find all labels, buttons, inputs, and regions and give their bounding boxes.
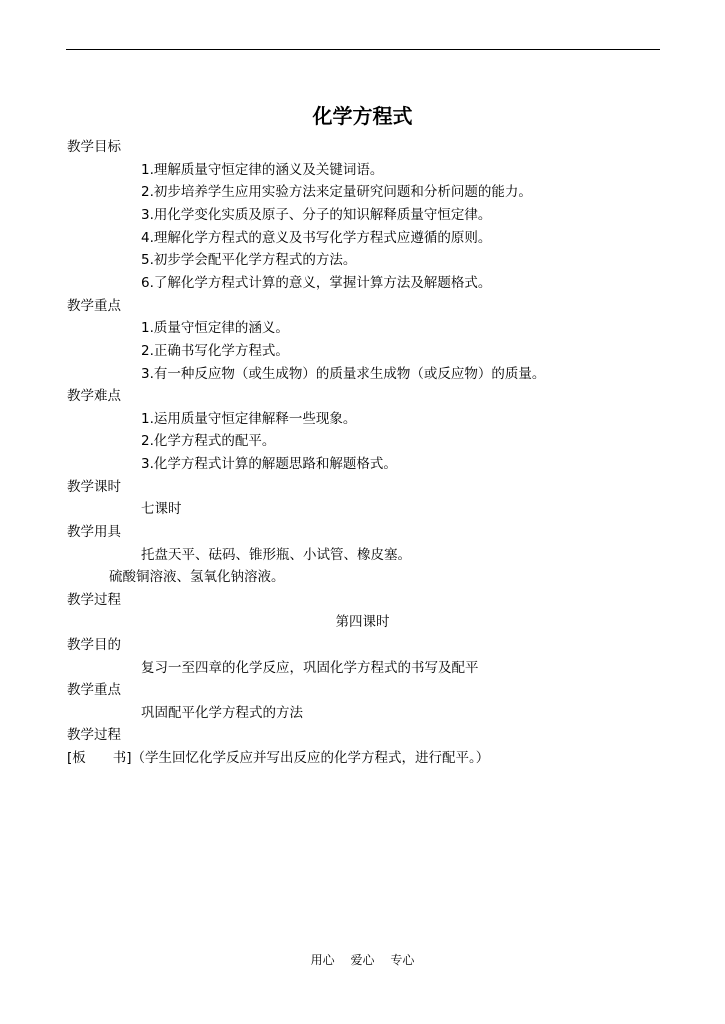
hours-value: 七课时 — [141, 501, 182, 517]
footer-word: 专心 — [390, 953, 415, 967]
goal-item: 4.理解化学方程式的意义及书写化学方程式应遵循的原则。 — [141, 230, 492, 246]
key-point-item: 2.正确书写化学方程式。 — [141, 343, 289, 359]
lesson-title: 第四课时 — [335, 614, 390, 630]
section-heading-lesson-key: 教学重点 — [67, 682, 121, 698]
goal-item: 1.理解质量守恒定律的涵义及关键词语。 — [141, 162, 384, 178]
tools-line: 硫酸铜溶液、氢氧化钠溶液。 — [109, 569, 285, 585]
board-note: [板 书]（学生回忆化学反应并写出反应的化学方程式，进行配平。） — [67, 750, 490, 766]
section-heading-key-points: 教学重点 — [67, 298, 121, 314]
tools-line: 托盘天平、砝码、锥形瓶、小试管、橡皮塞。 — [141, 547, 411, 563]
key-point-item: 1.质量守恒定律的涵义。 — [141, 320, 289, 336]
goal-item: 2.初步培养学生应用实验方法来定量研究问题和分析问题的能力。 — [141, 184, 532, 200]
key-point-item: 3.有一种反应物（或生成物）的质量求生成物（或反应物）的质量。 — [141, 366, 546, 382]
section-heading-difficulties: 教学难点 — [67, 388, 121, 404]
section-heading-tools: 教学用具 — [67, 524, 121, 540]
page-footer — [0, 951, 725, 968]
difficulty-item: 1.运用质量守恒定律解释一些现象。 — [141, 411, 357, 427]
document-title: 化学方程式 — [312, 104, 413, 128]
section-heading-process: 教学过程 — [67, 592, 121, 608]
section-heading-hours: 教学课时 — [67, 479, 121, 495]
lesson-key-value: 巩固配平化学方程式的方法 — [141, 705, 303, 721]
difficulty-item: 2.化学方程式的配平。 — [141, 433, 276, 449]
lesson-goal-value: 复习一至四章的化学反应，巩固化学方程式的书写及配平 — [141, 660, 479, 676]
footer-word: 用心 — [310, 953, 335, 967]
section-heading-lesson-goal: 教学目的 — [67, 637, 121, 653]
goal-item: 6.了解化学方程式计算的意义，掌握计算方法及解题格式。 — [141, 275, 492, 291]
goal-item: 5.初步学会配平化学方程式的方法。 — [141, 252, 357, 268]
footer-word: 爱心 — [350, 953, 375, 967]
goal-item: 3.用化学变化实质及原子、分子的知识解释质量守恒定律。 — [141, 207, 492, 223]
section-heading-lesson-process: 教学过程 — [67, 727, 121, 743]
header-rule — [66, 49, 660, 50]
difficulty-item: 3.化学方程式计算的解题思路和解题格式。 — [141, 456, 397, 472]
section-heading-goals: 教学目标 — [67, 139, 121, 155]
